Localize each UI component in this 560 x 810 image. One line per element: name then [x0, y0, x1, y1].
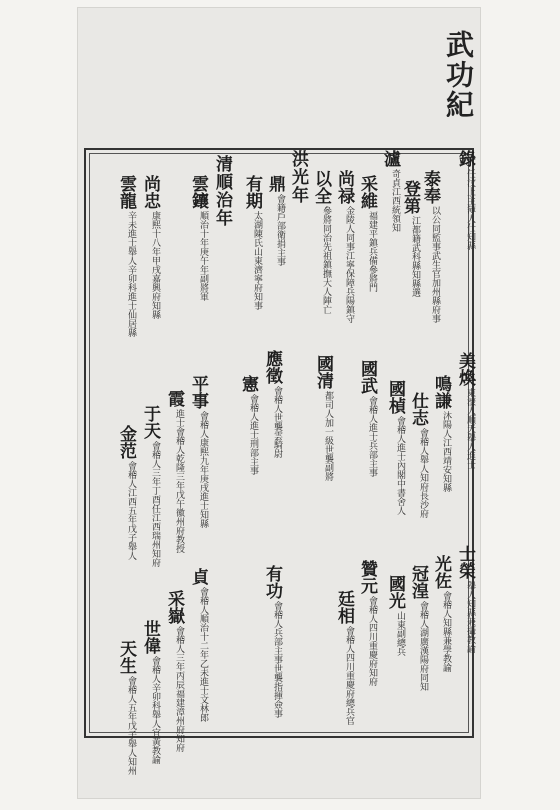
- entry-note: 康熙十八年甲戌嘉興府知縣: [150, 211, 160, 319]
- entry-note: 會稽人五年戊子舉人知州: [126, 676, 136, 775]
- entry-note: 會稽人湖廣漢陽府同知: [418, 601, 428, 691]
- entry-note: 會籍戶部衛捐主事: [275, 194, 285, 266]
- entry-name: 霞: [164, 390, 184, 407]
- entry-note: 會稽人三年丙辰福建漳州府知府: [174, 626, 184, 752]
- entry-jinfan: [116, 425, 136, 560]
- entry-xia: [164, 390, 184, 553]
- entry-name: 登第: [400, 180, 420, 214]
- entry-shanglu: [334, 170, 354, 323]
- entry-name: 以全: [311, 170, 331, 204]
- entry-note: 會稽人康熙九年庚戌進士知縣: [198, 411, 208, 528]
- entry-name: 應徵: [262, 350, 282, 384]
- entry-name: 憲: [238, 375, 258, 392]
- entry-note: 辛未進士舉人辛卯科進士仙居縣: [126, 211, 136, 337]
- entry-xian: [238, 375, 258, 475]
- entry-note: 會稽人辛卯科舉人宜黃教諭: [150, 656, 160, 764]
- entry-note: 進士會稽人乾隆三年戊午徽州府教授: [174, 409, 184, 553]
- entry-name: 國清: [313, 355, 333, 389]
- entry-name: 廷相: [334, 590, 354, 624]
- entry-cai: [357, 175, 377, 292]
- entry-name: 天生: [116, 640, 136, 674]
- entry-note: 會稽人三年丁酉任江西瑞州知府: [150, 441, 160, 567]
- entry-yingzheng: [262, 350, 282, 458]
- entry-name: 鼎: [265, 175, 285, 192]
- entry-note: 太湖陳氏山東濟寧府知事: [252, 211, 262, 310]
- entry-note: 任汶上主簿人仕知縣: [465, 169, 475, 250]
- entry-dengdi: [400, 180, 420, 297]
- entry-note: 金陵人同事江寧保障兵陽鎮守: [344, 206, 354, 323]
- entry-zhong: [265, 175, 285, 266]
- entry-guangzuo: [431, 555, 451, 672]
- entry-name: 平事: [188, 375, 208, 409]
- entry-guowu: [357, 360, 377, 477]
- entry-pingshi: [188, 375, 208, 528]
- entry-note: 以公同監事武生官加州縣府事: [430, 206, 440, 323]
- entry-note: 福建平鎮兵備參將門: [367, 211, 377, 292]
- entry-name: 于天: [140, 405, 160, 439]
- entry-name: 采維: [357, 175, 377, 209]
- entry-yutian: [140, 405, 160, 567]
- entry-shirong: [455, 545, 475, 653]
- entry-name: 采嶽: [164, 590, 184, 624]
- entry-mingqian: [431, 375, 451, 492]
- entry-name: 國武: [357, 360, 377, 394]
- entry-name: 泰奉: [420, 170, 440, 204]
- entry-note: 會稽人世襲雲騎尉: [272, 386, 282, 458]
- entry-note: 參將同治先祖鎮撫大人陣亡: [321, 206, 331, 314]
- era-heading-hongguang: [288, 150, 308, 204]
- entry-note: 奇貞江西統領知: [390, 169, 400, 232]
- entry-note: 江都籍武科縣知縣選: [410, 216, 420, 297]
- entry-meihuan: [455, 352, 475, 469]
- entry-note: 會稽人順治十二年乙未進士文林郎: [198, 587, 208, 722]
- entry-guoqing: [313, 355, 333, 481]
- entry-yiquan: [311, 170, 331, 314]
- entry-guanhuang: [408, 565, 428, 691]
- entry-guozhen: [385, 380, 405, 515]
- entry-lu: [455, 150, 475, 250]
- entry-name: 冠湟: [408, 565, 428, 599]
- entry-note: 會稽人四川重慶府知府: [367, 596, 377, 686]
- entry-tai: [420, 170, 440, 323]
- entry-shiwei: [140, 620, 160, 764]
- entry-yunxiang: [188, 175, 208, 301]
- entry-name: 金范: [116, 425, 136, 459]
- entry-name: 瀘: [380, 150, 400, 167]
- entry-name: 尚禄: [334, 170, 354, 204]
- entry-note: 會稽人進士刑部主事: [248, 394, 258, 475]
- entry-name: 雲鑲: [188, 175, 208, 209]
- entry-lu2: [380, 150, 400, 232]
- entry-guoguang: [385, 575, 405, 656]
- entry-name: 有功: [262, 565, 282, 599]
- entry-note: 會稽人舉人知府長沙府: [418, 428, 428, 518]
- entry-note: 東濠人順天舉人進士: [465, 388, 475, 469]
- entry-name: 仕志: [408, 392, 428, 426]
- entry-yougong: [262, 565, 282, 718]
- entry-youqi: [242, 175, 262, 310]
- entry-name: 國光: [385, 575, 405, 609]
- entry-name: 光佐: [431, 555, 451, 589]
- entry-name: 世偉: [140, 620, 160, 654]
- entry-note: 舉人知縣兼攝教諭: [465, 581, 475, 653]
- entry-zanyuan: [357, 560, 377, 686]
- entry-name: 國楨: [385, 380, 405, 414]
- entry-name: 有期: [242, 175, 262, 209]
- entry-note: 會稽人四川重慶府總兵官: [344, 626, 354, 725]
- entry-yunlong: [116, 175, 136, 337]
- entry-shizhi: [408, 392, 428, 518]
- entry-zhen: [188, 568, 208, 722]
- entry-note: 順治十年庚午年副將軍: [198, 211, 208, 301]
- entry-name: 錄: [455, 150, 475, 167]
- entry-shangzhong: [140, 175, 160, 319]
- entry-name: 美煥: [455, 352, 475, 386]
- entry-note: 會稽人進士兵部主事: [367, 396, 377, 477]
- entry-note: 山東副總兵: [395, 611, 405, 656]
- entry-note: 會稽人知縣兼學教諭: [441, 591, 451, 672]
- entry-name: 鳴謙: [431, 375, 451, 409]
- entry-name: 貞: [188, 568, 208, 585]
- entry-name: 尚忠: [140, 175, 160, 209]
- entry-tiansheng: [116, 640, 136, 775]
- entry-name: 雲龍: [116, 175, 136, 209]
- entry-caiyue: [164, 590, 184, 752]
- entry-note: 會稽人江西五年戊子舉人: [126, 461, 136, 560]
- era-heading-shunzhi: [212, 155, 232, 227]
- era-heading: 洪光年: [288, 150, 308, 204]
- entry-name: 士榮: [455, 545, 475, 579]
- era-heading: 清順治年: [212, 155, 232, 227]
- entry-note: 會稽人進士內閣中書舍人: [395, 416, 405, 515]
- page-title: 武功紀: [442, 30, 475, 120]
- entry-name: 贊元: [357, 560, 377, 594]
- entry-note: 會稽人兵部主事世襲指揮僉事: [272, 601, 282, 718]
- entry-note: 沐陽人江西靖安知縣: [441, 411, 451, 492]
- entry-tingxiang: [334, 590, 354, 725]
- entry-note: 都司人加一級世襲副將: [323, 391, 333, 481]
